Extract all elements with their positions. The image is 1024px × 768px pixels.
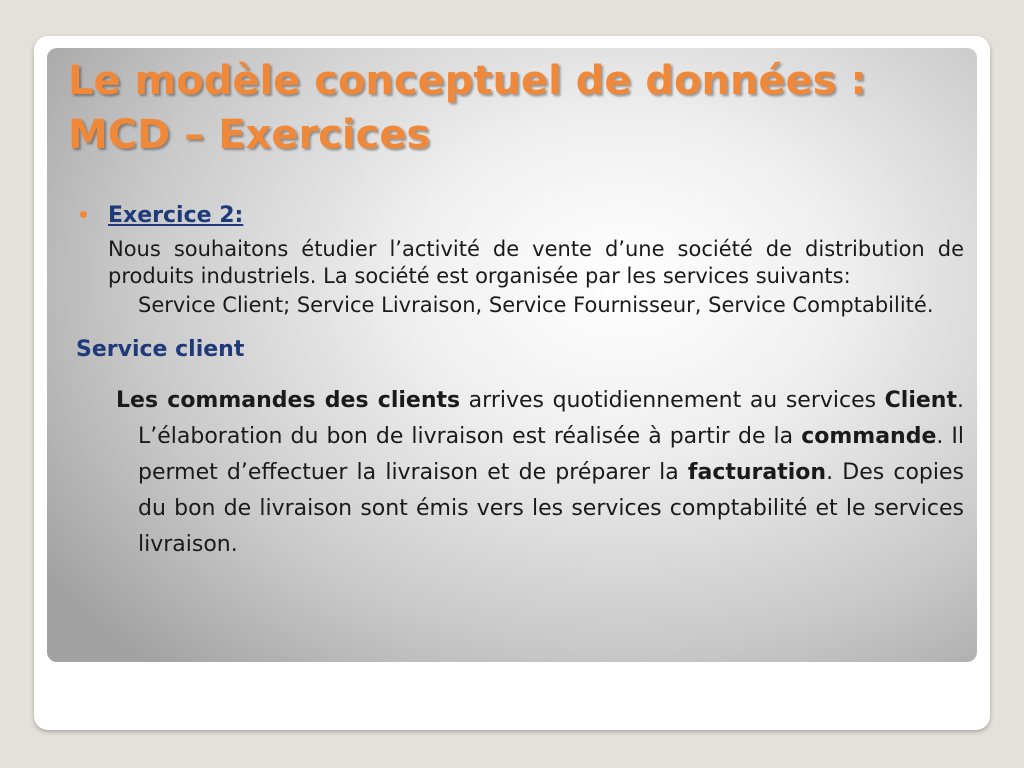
desc-bold-commandes: Les commandes des clients	[116, 388, 461, 413]
desc-bold-client: Client	[884, 388, 957, 413]
slide-title: Le modèle conceptuel de données : MCD – Exercices	[68, 58, 867, 158]
exercise-bullet	[76, 200, 964, 232]
desc-text-1: arrives quotidiennement au services	[460, 388, 885, 413]
description-paragraph	[116, 383, 965, 563]
bullet-icon	[80, 211, 87, 218]
exercise-title: Exercice 2:	[108, 203, 244, 228]
desc-text-2: . L’élaboration du bon de livraison est réalisée à partir de la	[138, 388, 964, 449]
desc-bold-commande: commande	[801, 424, 937, 449]
slide-content	[76, 200, 964, 563]
services-list: Service Client; Service Livraison, Service Fournisseur, Service Comptabilité.	[138, 293, 934, 317]
desc-text-3: . Il permet d’effectuer la livraison et de préparer la	[138, 424, 965, 485]
section-heading: Service client	[76, 337, 245, 362]
desc-text-4: . Des copies du bon de livraison sont émis vers les services comptabilité et le services livraison.	[138, 460, 965, 557]
desc-bold-facturation: facturation	[687, 460, 827, 485]
intro-paragraph: Nous souhaitons étudier l’activité de vente d’une société de distribution de produits industriels. La société est organisée par les services suivants:	[108, 237, 964, 288]
